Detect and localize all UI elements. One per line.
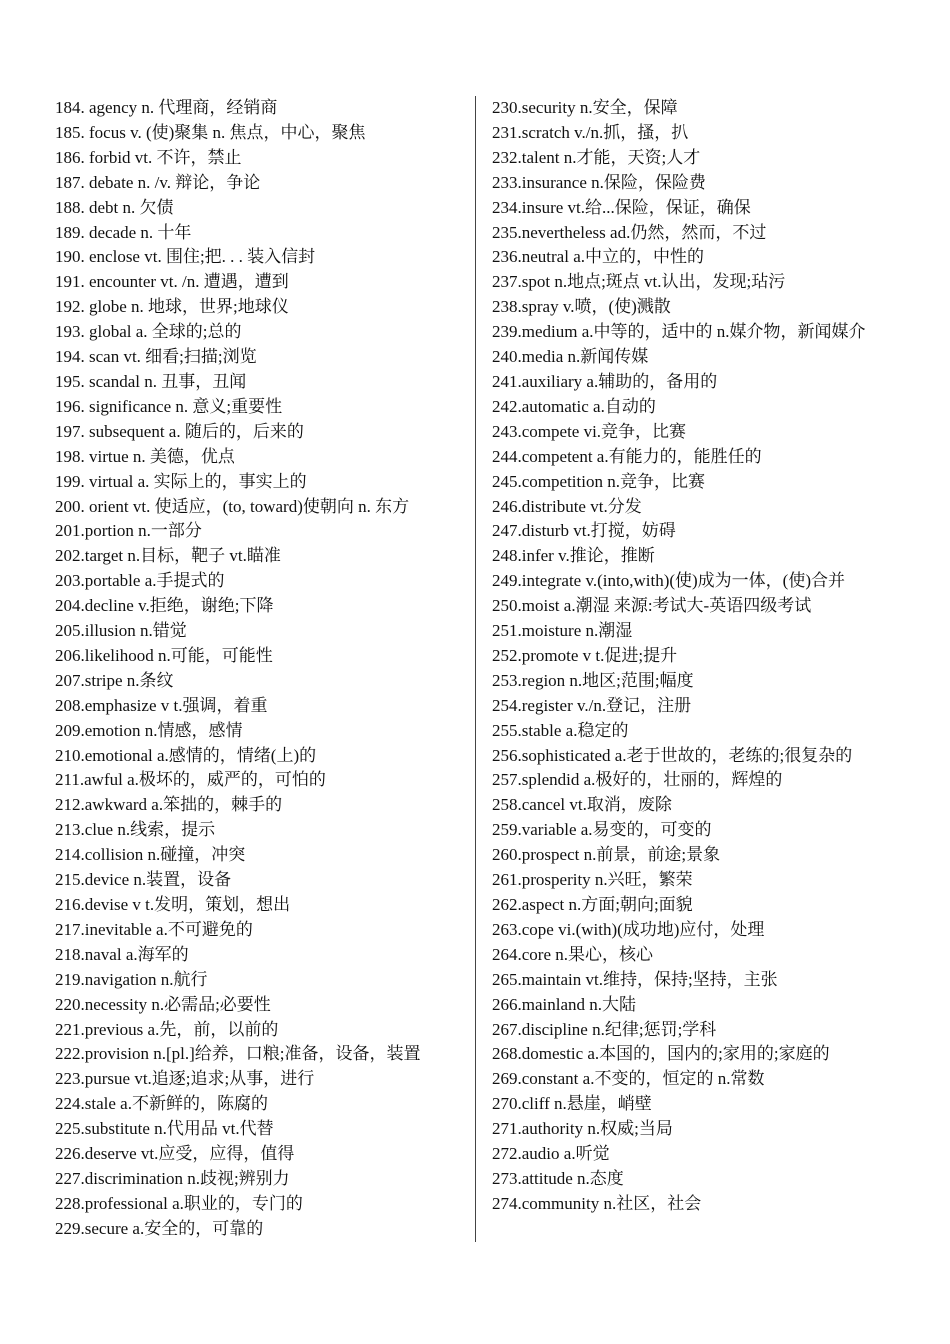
vocabulary-entry: 201.portion n.一部分 [55,521,202,541]
vocabulary-entry: 250.moist a.潮湿 来源:考试大-英语四级考试 [492,596,812,616]
vocabulary-entry: 238.spray v.喷，(使)溅散 [492,297,671,317]
vocabulary-entry: 245.competition n.竞争，比赛 [492,471,705,491]
vocabulary-entry: 220.necessity n.必需品;必要性 [55,994,271,1014]
vocabulary-entry: 195. scandal n. 丑事，丑闻 [55,371,247,391]
vocabulary-entry: 259.variable a.易变的，可变的 [492,820,712,840]
vocabulary-entry: 272.audio a.听觉 [492,1144,610,1164]
vocabulary-entry: 265.maintain vt.维持，保持;坚持，主张 [492,969,778,989]
vocabulary-entry: 264.core n.果心，核心 [492,944,654,964]
vocabulary-entry: 192. globe n. 地球，世界;地球仪 [55,297,289,317]
vocabulary-entry: 271.authority n.权威;当局 [492,1119,673,1139]
vocabulary-entry: 232.talent n.才能，天资;人才 [492,147,701,167]
vocabulary-entry: 219.navigation n.航行 [55,969,208,989]
vocabulary-entry: 249.integrate v.(into,with)(使)成为一体，(使)合并 [492,571,845,591]
vocabulary-entry: 196. significance n. 意义;重要性 [55,396,283,416]
vocabulary-entry: 212.awkward a.笨拙的，棘手的 [55,795,283,815]
vocabulary-entry: 235.nevertheless ad.仍然，然而，不过 [492,222,767,242]
vocabulary-entry: 216.devise v t.发明，策划，想出 [55,895,291,914]
vocabulary-entry: 224.stale a.不新鲜的，陈腐的 [55,1094,268,1114]
vocabulary-entry: 269.constant a.不变的，恒定的 n.常数 [492,1069,765,1089]
vocabulary-entry: 234.insure vt.给...保险，保证，确保 [492,197,751,217]
vocabulary-entry: 218.naval a.海军的 [55,944,189,964]
vocabulary-entry: 208.emphasize v t.强调，着重 [55,695,268,715]
vocabulary-entry: 202.target n.目标，靶子 vt.瞄准 [55,546,281,566]
vocabulary-entry: 213.clue n.线索，提示 [55,820,216,840]
vocabulary-entry: 236.neutral a.中立的，中性的 [492,247,704,267]
vocabulary-entry: 258.cancel vt.取消，废除 [492,795,672,815]
vocabulary-entry: 228.professional a.职业的，专门的 [55,1193,303,1213]
vocabulary-entry: 194. scan vt. 细看;扫描;浏览 [55,347,257,367]
vocabulary-entry: 204.decline v.拒绝，谢绝;下降 [55,596,274,616]
vocabulary-entry: 266.mainland n.大陆 [492,994,637,1014]
vocabulary-entry: 268.domestic a.本国的，国内的;家用的;家庭的 [492,1044,830,1064]
vocabulary-entry: 223.pursue vt.追逐;追求;从事，进行 [55,1069,315,1089]
vocabulary-entry: 211.awful a.极坏的，威严的，可怕的 [55,770,326,790]
vocabulary-entry: 246.distribute vt.分发 [492,496,642,516]
vocabulary-entry: 253.region n.地区;范围;幅度 [492,670,694,690]
vocabulary-entry: 187. debate n. /v. 辩论，争论 [55,172,261,192]
vocabulary-entry: 248.infer v.推论，推断 [492,546,655,566]
vocabulary-entry: 257.splendid a.极好的，壮丽的，辉煌的 [492,770,783,790]
vocabulary-entry: 209.emotion n.情感，感情 [55,720,243,740]
vocabulary-entry: 273.attitude n.态度 [492,1168,624,1188]
vocabulary-entry: 203.portable a.手提式的 [55,571,225,591]
vocabulary-entry: 256.sophisticated a.老于世故的，老练的;很复杂的 [492,745,853,765]
vocabulary-entry: 222.provision n.[pl.]给养，口粮;准备，设备，装置 [55,1044,421,1064]
vocabulary-entry: 229.secure a.安全的，可靠的 [55,1218,264,1238]
left-vocabulary-column [55,96,463,1242]
column-divider [475,96,476,1242]
vocabulary-entry: 270.cliff n.悬崖，峭壁 [492,1094,652,1114]
vocabulary-entry: 226.deserve vt.应受，应得，值得 [55,1144,295,1164]
vocabulary-entry: 251.moisture n.潮湿 [492,621,633,641]
vocabulary-entry: 206.likelihood n.可能，可能性 [55,645,273,665]
vocabulary-entry: 252.promote v t.促进;提升 [492,645,678,665]
vocabulary-entry: 240.media n.新闻传媒 [492,347,649,367]
vocabulary-entry: 189. decade n. 十年 [55,222,192,242]
vocabulary-entry: 254.register v./n.登记，注册 [492,695,692,715]
vocabulary-entry: 193. global a. 全球的;总的 [55,322,242,342]
vocabulary-entry: 241.auxiliary a.辅助的，备用的 [492,371,718,391]
vocabulary-entry: 217.inevitable a.不可避免的 [55,919,253,939]
vocabulary-entry: 185. focus v. (使)聚集 n. 焦点，中心，聚焦 [55,122,366,142]
right-vocabulary-column [492,96,900,1217]
vocabulary-entry: 274.community n.社区，社会 [492,1193,702,1213]
vocabulary-entry: 227.discrimination n.歧视;辨别力 [55,1168,290,1188]
vocabulary-entry: 184. agency n. 代理商，经销商 [55,98,278,117]
vocabulary-entry: 233.insurance n.保险，保险费 [492,172,706,192]
vocabulary-entry: 267.discipline n.纪律;惩罚;学科 [492,1019,717,1039]
vocabulary-entry: 247.disturb vt.打搅，妨碍 [492,521,676,541]
vocabulary-entry: 263.cope vi.(with)(成功地)应付，处理 [492,919,765,939]
vocabulary-entry: 260.prospect n.前景，前途;景象 [492,845,721,865]
vocabulary-entry: 243.compete vi.竞争，比赛 [492,421,687,441]
vocabulary-entry: 221.previous a.先，前，以前的 [55,1019,279,1039]
vocabulary-entry: 205.illusion n.错觉 [55,621,187,641]
vocabulary-entry: 237.spot n.地点;斑点 vt.认出，发现;玷污 [492,272,786,292]
vocabulary-entry: 255.stable a.稳定的 [492,720,629,740]
vocabulary-entry: 197. subsequent a. 随后的，后来的 [55,421,304,441]
vocabulary-entry: 190. enclose vt. 围住;把. . . 装入信封 [55,247,316,267]
vocabulary-entry: 198. virtue n. 美德，优点 [55,446,235,466]
vocabulary-entry: 242.automatic a.自动的 [492,396,656,416]
vocabulary-entry: 225.substitute n.代用品 vt.代替 [55,1119,274,1139]
vocabulary-entry: 215.device n.装置，设备 [55,870,232,890]
vocabulary-entry: 188. debt n. 欠债 [55,197,174,217]
vocabulary-entry: 210.emotional a.感情的，情绪(上)的 [55,745,317,765]
vocabulary-entry: 239.medium a.中等的，适中的 n.媒介物，新闻媒介 [492,322,866,342]
vocabulary-entry: 200. orient vt. 使适应，(to, toward)使朝向 n. 东方 [55,496,410,516]
vocabulary-entry: 214.collision n.碰撞，冲突 [55,845,246,865]
vocabulary-entry: 230.security n.安全，保障 [492,98,678,117]
vocabulary-entry: 231.scratch v./n.抓，搔，扒 [492,122,689,142]
vocabulary-entry: 244.competent a.有能力的，能胜任的 [492,446,762,466]
vocabulary-entry: 191. encounter vt. /n. 遭遇，遭到 [55,272,289,292]
vocabulary-entry: 186. forbid vt. 不许，禁止 [55,147,242,167]
vocabulary-entry: 262.aspect n.方面;朝向;面貌 [492,895,693,914]
vocabulary-entry: 261.prosperity n.兴旺，繁荣 [492,870,693,890]
vocabulary-entry: 207.stripe n.条纹 [55,670,174,690]
vocabulary-entry: 199. virtual a. 实际上的，事实上的 [55,471,307,491]
